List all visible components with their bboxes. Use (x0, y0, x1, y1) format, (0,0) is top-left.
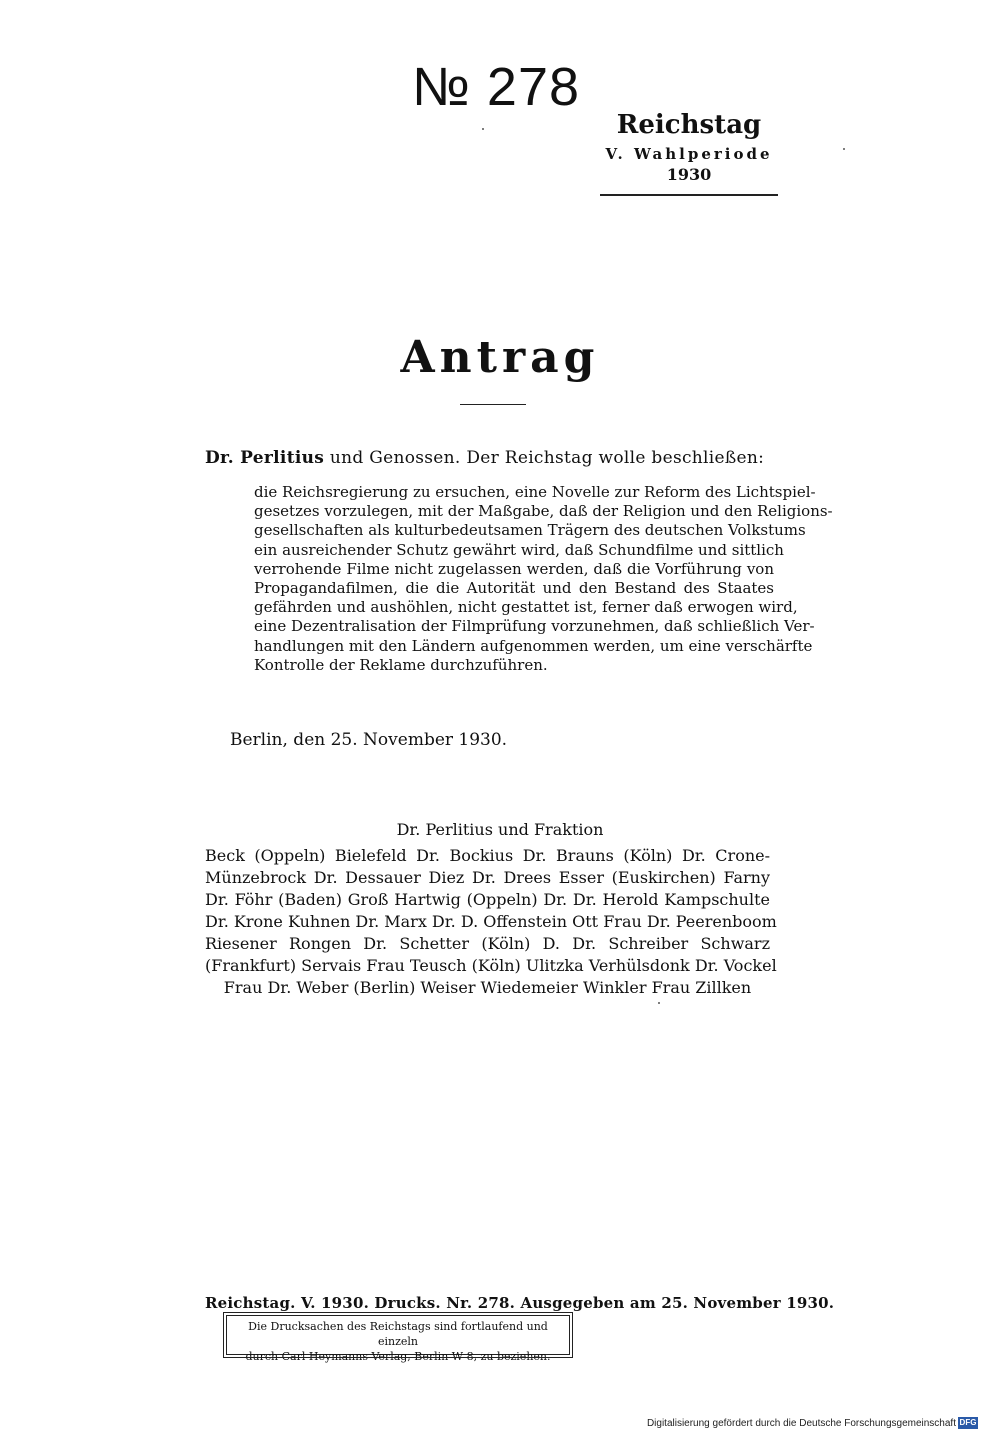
motion-line: Kontrolle der Reklame durchzuführen. (254, 655, 548, 674)
motion-line: gesellschaften als kulturbedeutsamen Trägern des deutschen Volkstums (254, 521, 806, 540)
footer-box-line: Die Drucksachen des Reichstags sind fortlaufend und einzeln (248, 1320, 548, 1348)
motion-line: ein ausreichender Schutz gewährt wird, daß Schundfilme und sittlich (254, 540, 784, 559)
scan-speck (843, 148, 845, 150)
applicants-rest: und Genossen. Der Reichstag wolle beschließen: (324, 448, 765, 468)
motion-line: gefährden und aushöhlen, nicht gestattet ist, ferner daß erwogen wird, (254, 598, 798, 617)
scan-speck (482, 128, 484, 130)
motion-line: gesetzes vorzulegen, mit der Maßgabe, daß der Religion und den Religions- (254, 502, 833, 521)
applicant-names: Dr. Perlitius (205, 448, 325, 468)
signatory-line: Münzebrock Dr. Dessauer Diez Dr. Drees Esser (Euskirchen) Farny (205, 868, 770, 887)
motion-line: die Reichsregierung zu ersuchen, eine Novelle zur Reform des Lichtspiel- (254, 483, 816, 501)
document-title: Antrag (400, 332, 600, 383)
drucksache-number: № 278 (412, 57, 581, 117)
signatories-header: Dr. Perlitius und Fraktion (396, 820, 604, 839)
signatory-line: Frau Dr. Weber (Berlin) Weiser Wiedemeier Winkler Frau Zillken (223, 978, 752, 997)
signatories-list (205, 845, 777, 999)
motion-line: verrohende Filme nicht zugelassen werden, daß die Vorführung von (254, 559, 774, 578)
signatory-line: (Frankfurt) Servais Frau Teusch (Köln) Ulitzka Verhülsdonk Dr. Vockel (205, 956, 777, 975)
header-period: V. Wahlperiode (605, 145, 773, 164)
title-divider (460, 404, 526, 405)
signatory-line: Riesener Rongen Dr. Schetter (Köln) D. Dr. Schreiber Schwarz (205, 934, 770, 953)
footer-box-line: durch Carl Heymanns Verlag, Berlin W 8, zu beziehen. (245, 1350, 551, 1363)
signatory-line: Dr. Krone Kuhnen Dr. Marx Dr. D. Offenstein Ott Frau Dr. Peerenboom (205, 912, 777, 931)
reichstag-header (600, 112, 778, 196)
digitization-credit: Digitalisierung gefördert durch die Deutsche Forschungsgemeinschaft (646, 1418, 956, 1429)
date-line: Berlin, den 25. November 1930. (230, 730, 508, 750)
scan-speck (658, 1002, 660, 1004)
motion-line: eine Dezentralisation der Filmprüfung vorzunehmen, daß schließlich Ver- (254, 617, 815, 636)
motion-line: handlungen mit den Ländern aufgenommen werden, um eine verschärfte (254, 636, 813, 655)
applicants-line (205, 448, 764, 468)
signatory-line: Dr. Föhr (Baden) Groß Hartwig (Oppeln) Dr. Dr. Herold Kampschulte (205, 890, 770, 909)
header-rule (600, 194, 778, 196)
footer-ordering-notice (226, 1315, 570, 1363)
motion-body (254, 483, 833, 675)
signatory-line: Beck (Oppeln) Bielefeld Dr. Bockius Dr. Brauns (Köln) Dr. Crone- (205, 846, 770, 865)
footer-publication-line: Reichstag. V. 1930. Drucks. Nr. 278. Ausgegeben am 25. November 1930. (205, 1294, 835, 1312)
header-year: 1930 (666, 165, 712, 185)
dfg-logo-icon: DFG (959, 1418, 977, 1427)
header-title: Reichstag (616, 110, 762, 140)
motion-line: Propagandafilmen, die die Autorität und den Bestand des Staates (254, 579, 774, 598)
